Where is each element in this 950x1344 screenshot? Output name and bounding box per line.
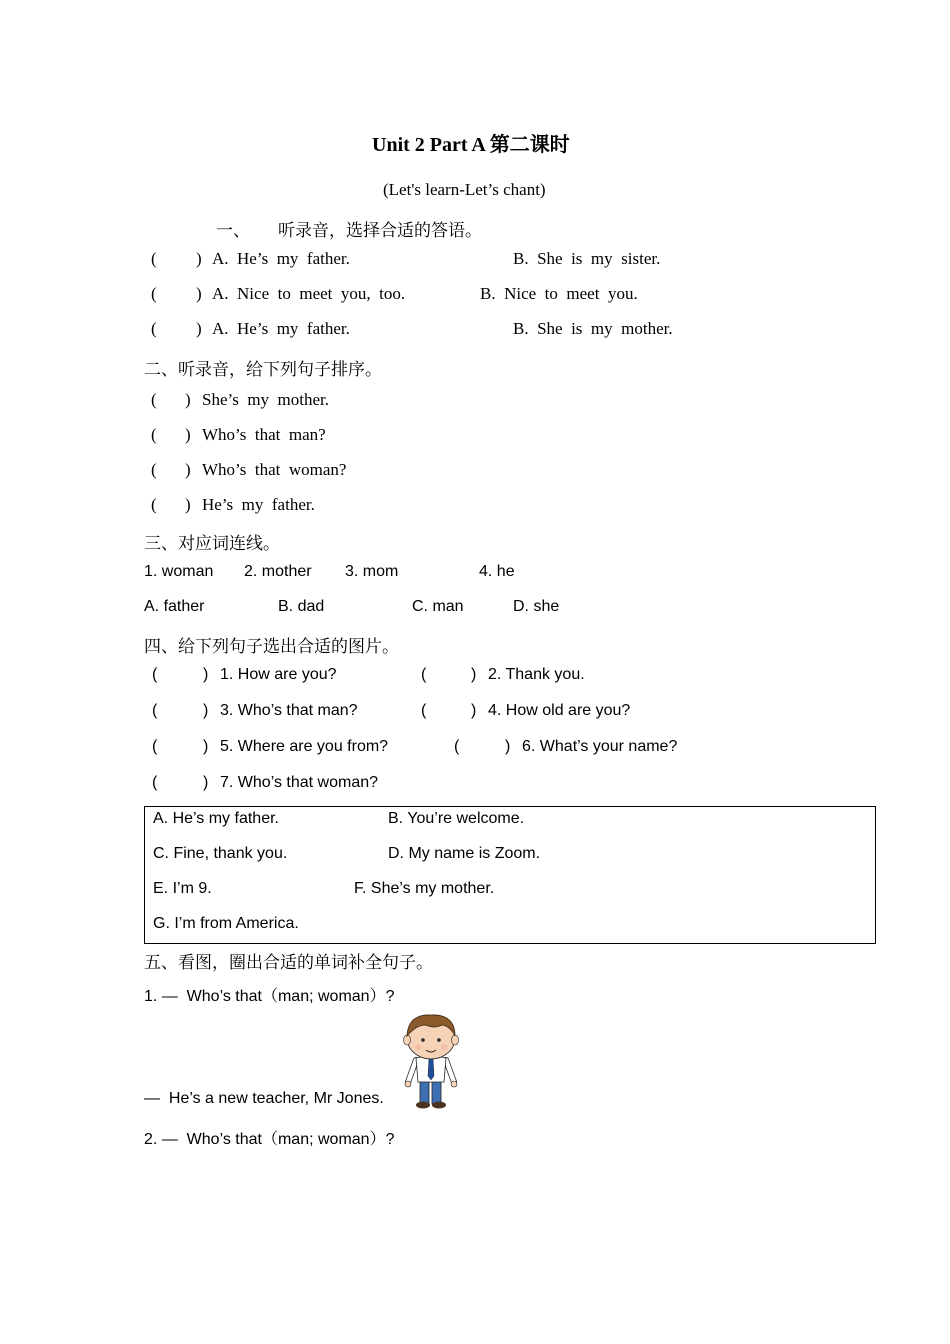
word-left: 1. woman — [144, 563, 214, 580]
answer-paren-close: ) — [196, 249, 202, 268]
answer-paren-close: ) — [185, 495, 191, 514]
answer-paren-open: ( — [151, 249, 157, 268]
sentence-text: She’s my mother. — [202, 390, 330, 409]
word-left: 3. mom — [345, 563, 399, 580]
word-right: A. father — [144, 598, 205, 615]
answer-option: C. Fine, thank you. — [153, 845, 288, 862]
tie — [428, 1058, 434, 1080]
answer-paren-close: ) — [196, 319, 202, 338]
answer-option: B. You’re welcome. — [388, 810, 525, 827]
answer-paren-close: ) — [185, 390, 191, 409]
right-leg — [432, 1080, 441, 1104]
left-leg — [420, 1080, 429, 1104]
answer-option: A. He’s my father. — [153, 810, 279, 827]
answer-paren-close: ) — [471, 702, 477, 719]
question-1: 1. — Who’s that（man; woman）? — [144, 988, 395, 1005]
section1-heading: 听录音，选择合适的答语。 — [278, 221, 482, 240]
section2-heading: 二、听录音，给下列句子排序。 — [144, 360, 382, 379]
answer-paren-open: ( — [421, 666, 427, 683]
answer-paren-open: ( — [152, 702, 158, 719]
page-subtitle: (Let's learn-Let’s chant) — [383, 180, 546, 199]
answer-paren-open: ( — [151, 425, 157, 444]
sentence-text: Who’s that woman? — [202, 460, 347, 479]
answer-paren-close: ) — [185, 425, 191, 444]
section1-number: 一、 — [216, 221, 250, 240]
question-text: 4. How old are you? — [488, 702, 631, 719]
answer-paren-open: ( — [454, 738, 460, 755]
answer-paren-close: ) — [203, 738, 209, 755]
answer-paren-close: ) — [203, 702, 209, 719]
answer-option: G. I’m from America. — [153, 915, 299, 932]
answer-paren-close: ) — [505, 738, 511, 755]
word-right: B. dad — [278, 598, 325, 615]
section5-heading: 五、看图，圈出合适的单词补全句子。 — [144, 953, 433, 972]
question-text: 6. What’s your name? — [522, 738, 678, 755]
option-b: B. She is my sister. — [513, 249, 661, 268]
right-shoe — [432, 1102, 446, 1109]
answer-paren-open: ( — [421, 702, 427, 719]
answer-1: — He’s a new teacher, Mr Jones. — [144, 1090, 384, 1107]
word-right: D. she — [513, 598, 560, 615]
answer-paren-close: ) — [203, 774, 209, 791]
option-b: B. Nice to meet you. — [480, 284, 638, 303]
answer-paren-open: ( — [151, 390, 157, 409]
answer-paren-open: ( — [152, 774, 158, 791]
option-a: A. Nice to meet you, too. — [212, 284, 406, 303]
teacher-illustration — [398, 1010, 466, 1110]
question-2: 2. — Who’s that（man; woman）? — [144, 1131, 395, 1148]
option-a: A. He’s my father. — [212, 319, 350, 338]
answer-paren-close: ) — [203, 666, 209, 683]
answer-paren-open: ( — [152, 666, 158, 683]
answer-paren-close: ) — [196, 284, 202, 303]
question-text: 5. Where are you from? — [220, 738, 389, 755]
page-title: Unit 2 Part A 第二课时 — [372, 134, 570, 156]
option-a: A. He’s my father. — [212, 249, 350, 268]
answer-option: E. I’m 9. — [153, 880, 212, 897]
question-text: 3. Who’s that man? — [220, 702, 358, 719]
answer-paren-open: ( — [152, 738, 158, 755]
answer-paren-open: ( — [151, 284, 157, 303]
sentence-text: He’s my father. — [202, 495, 315, 514]
answer-paren-open: ( — [151, 495, 157, 514]
question-text: 1. How are you? — [220, 666, 337, 683]
word-left: 4. he — [479, 563, 515, 580]
answer-paren-close: ) — [185, 460, 191, 479]
left-shoe — [416, 1102, 430, 1109]
section3-heading: 三、对应词连线。 — [144, 534, 280, 553]
section4-heading: 四、给下列句子选出合适的图片。 — [144, 637, 399, 656]
answer-paren-open: ( — [151, 319, 157, 338]
question-text: 2. Thank you. — [488, 666, 585, 683]
question-text: 7. Who’s that woman? — [220, 774, 379, 791]
answer-option: F. She’s my mother. — [354, 880, 495, 897]
sentence-text: Who’s that man? — [202, 425, 326, 444]
answer-paren-open: ( — [151, 460, 157, 479]
answer-option: D. My name is Zoom. — [388, 845, 541, 862]
option-b: B. She is my mother. — [513, 319, 673, 338]
word-left: 2. mother — [244, 563, 312, 580]
word-right: C. man — [412, 598, 464, 615]
answer-paren-close: ) — [471, 666, 477, 683]
